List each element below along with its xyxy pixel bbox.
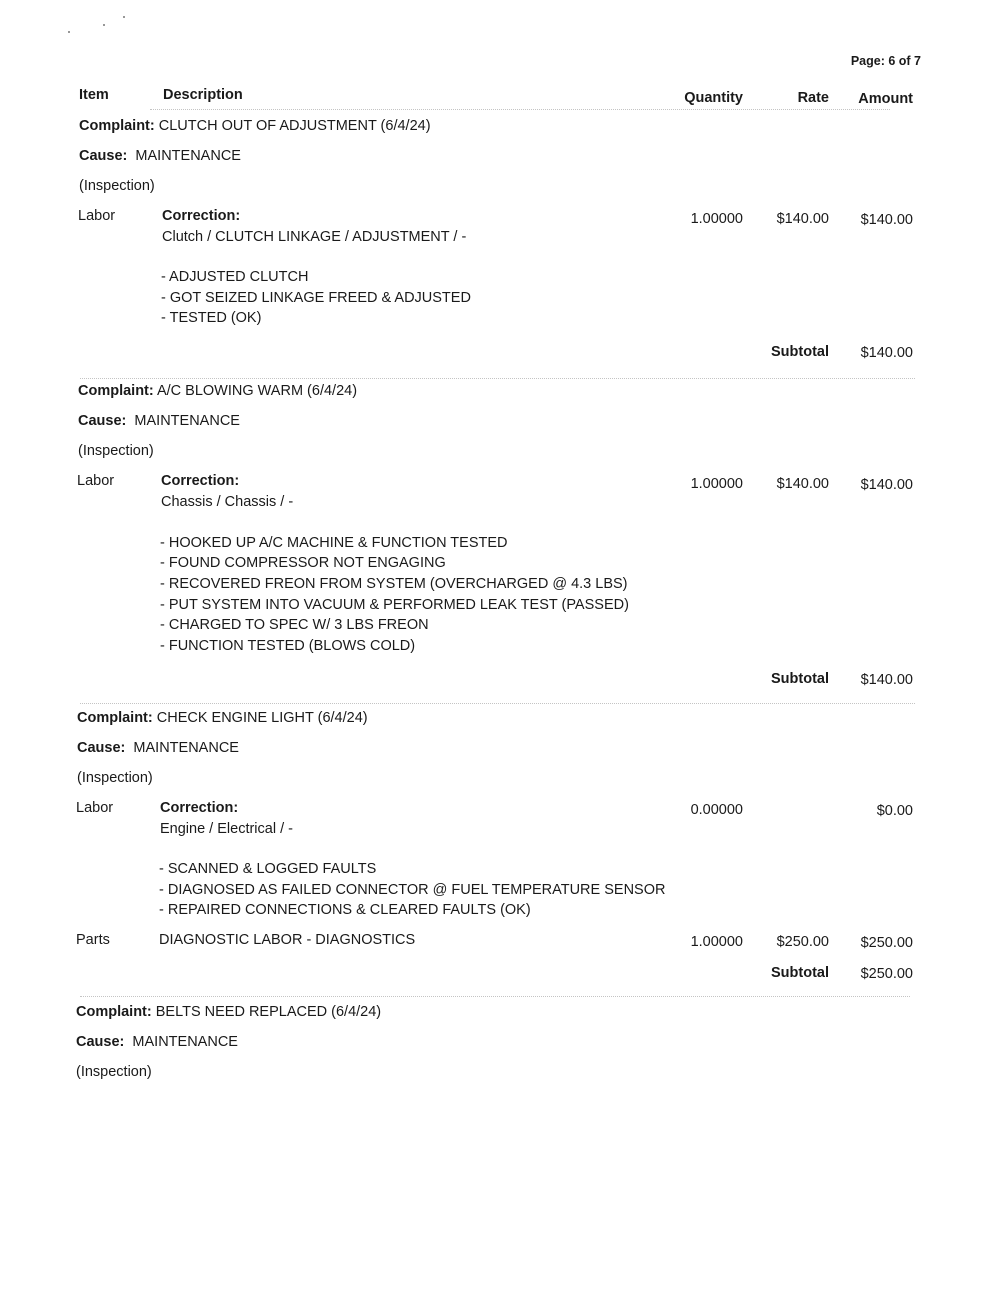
- column-header-rate: Rate: [797, 90, 829, 106]
- line-item-rate: $140.00: [776, 476, 829, 492]
- subtotal-amount: $250.00: [860, 966, 913, 982]
- parts-description: DIAGNOSTIC LABOR - DIAGNOSTICS: [159, 932, 416, 948]
- correction-note: - FOUND COMPRESSOR NOT ENGAGING: [160, 555, 446, 571]
- cause-text: MAINTENANCE: [132, 1034, 238, 1050]
- inspection-text: (Inspection): [78, 443, 154, 459]
- line-item-amount: $140.00: [860, 477, 913, 493]
- correction-note: - CHARGED TO SPEC W/ 3 LBS FREON: [160, 617, 429, 633]
- cause-line: [76, 1034, 238, 1051]
- correction-note: - HOOKED UP A/C MACHINE & FUNCTION TESTED: [160, 535, 508, 551]
- line-item-rate: $250.00: [776, 934, 829, 950]
- complaint-line: [78, 383, 357, 400]
- line-item-type: Labor: [77, 473, 115, 489]
- correction-note: - DIAGNOSED AS FAILED CONNECTOR @ FUEL TEMPERATURE SENSOR: [159, 882, 666, 898]
- section-divider: [80, 378, 915, 379]
- cause-text: MAINTENANCE: [135, 148, 241, 164]
- cause-label: Cause:: [79, 148, 128, 164]
- line-item-quantity: 1.00000: [690, 934, 743, 950]
- complaint-text: BELTS NEED REPLACED (6/4/24): [155, 1004, 382, 1020]
- subtotal-label: Subtotal: [771, 965, 829, 981]
- cause-label: Cause:: [76, 1034, 125, 1050]
- correction-label: Correction:: [162, 208, 241, 224]
- cause-label: Cause:: [77, 740, 126, 756]
- column-header-description: Description: [163, 87, 243, 103]
- line-item-type: Labor: [76, 800, 114, 816]
- complaint-label: Complaint:: [76, 1004, 152, 1020]
- inspection-text: (Inspection): [76, 1064, 152, 1080]
- line-item-quantity: 1.00000: [690, 211, 743, 227]
- complaint-text: A/C BLOWING WARM (6/4/24): [156, 383, 358, 399]
- complaint-text: CHECK ENGINE LIGHT (6/4/24): [156, 710, 368, 726]
- correction-note: - SCANNED & LOGGED FAULTS: [159, 861, 377, 877]
- correction-path: Chassis / Chassis / -: [161, 494, 294, 510]
- line-item-quantity: 1.00000: [690, 476, 743, 492]
- cause-label: Cause:: [78, 413, 127, 429]
- complaint-label: Complaint:: [79, 118, 155, 134]
- column-header-quantity: Quantity: [684, 90, 743, 106]
- column-header-amount: Amount: [858, 91, 913, 107]
- correction-label: Correction:: [160, 800, 239, 816]
- subtotal-amount: $140.00: [860, 672, 913, 688]
- cause-line: [79, 148, 241, 165]
- correction-note: - RECOVERED FREON FROM SYSTEM (OVERCHARGED @ 4.3 LBS): [160, 576, 628, 592]
- complaint-line: [79, 118, 431, 135]
- line-item-rate: $140.00: [776, 211, 829, 227]
- subtotal-amount: $140.00: [860, 345, 913, 361]
- inspection-text: (Inspection): [77, 770, 153, 786]
- header-divider: [150, 109, 890, 110]
- inspection-text: (Inspection): [79, 178, 155, 194]
- subtotal-label: Subtotal: [771, 344, 829, 360]
- line-item-type: Labor: [78, 208, 116, 224]
- correction-note: - FUNCTION TESTED (BLOWS COLD): [160, 638, 416, 654]
- line-item-amount: $0.00: [876, 803, 913, 819]
- cause-text: MAINTENANCE: [133, 740, 239, 756]
- complaint-label: Complaint:: [78, 383, 154, 399]
- cause-text: MAINTENANCE: [134, 413, 240, 429]
- line-item-quantity: 0.00000: [690, 802, 743, 818]
- cause-line: [77, 740, 239, 757]
- scan-speck: [68, 31, 70, 33]
- section-divider: [80, 703, 915, 704]
- column-header-item: Item: [79, 87, 109, 103]
- complaint-text: CLUTCH OUT OF ADJUSTMENT (6/4/24): [158, 118, 431, 134]
- complaint-line: [77, 710, 368, 727]
- correction-note: - GOT SEIZED LINKAGE FREED & ADJUSTED: [161, 290, 471, 306]
- complaint-line: [76, 1004, 381, 1021]
- correction-path: Engine / Electrical / -: [160, 821, 293, 837]
- scan-speck: [123, 16, 125, 18]
- complaint-label: Complaint:: [77, 710, 153, 726]
- subtotal-label: Subtotal: [771, 671, 829, 687]
- cause-line: [78, 413, 240, 430]
- correction-note: - REPAIRED CONNECTIONS & CLEARED FAULTS (OK): [159, 902, 531, 918]
- correction-path: Clutch / CLUTCH LINKAGE / ADJUSTMENT / -: [162, 229, 467, 245]
- line-item-amount: $250.00: [860, 935, 913, 951]
- correction-note: - PUT SYSTEM INTO VACUUM & PERFORMED LEAK TEST (PASSED): [160, 597, 629, 613]
- line-item-amount: $140.00: [860, 212, 913, 228]
- correction-label: Correction:: [161, 473, 240, 489]
- correction-note: - ADJUSTED CLUTCH: [161, 269, 309, 285]
- section-divider: [80, 996, 910, 997]
- scan-speck: [103, 24, 105, 26]
- line-item-type: Parts: [76, 932, 110, 948]
- correction-note: - TESTED (OK): [161, 310, 262, 326]
- page-number: Page: 6 of 7: [850, 54, 921, 68]
